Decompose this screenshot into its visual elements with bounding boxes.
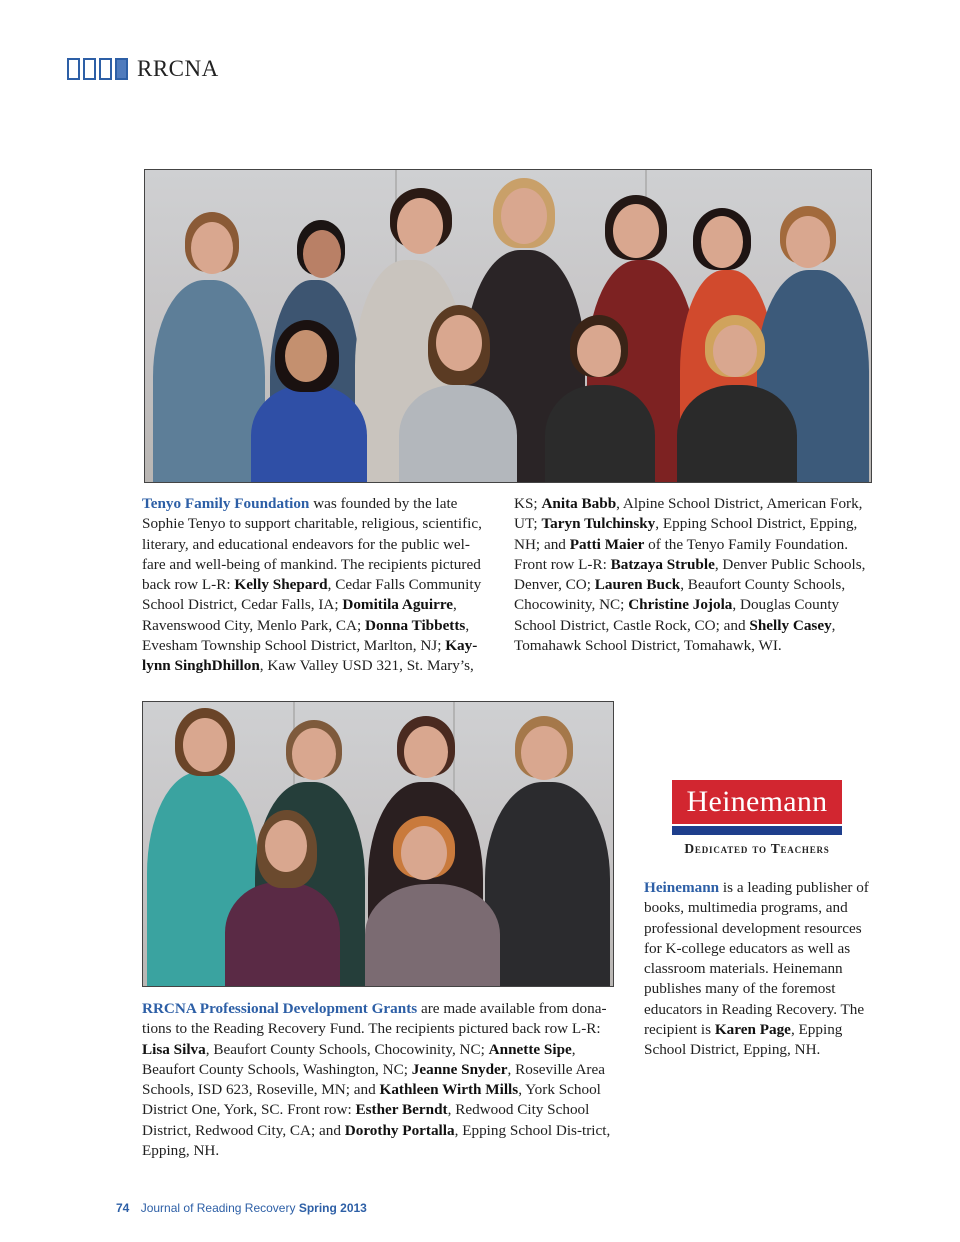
caption-text: , Evesham Township School District, Marlton, NJ; xyxy=(142,616,470,655)
tenyo-caption-left xyxy=(142,494,490,677)
tenyo-caption-right xyxy=(514,494,874,656)
header-box-filled-icon xyxy=(115,58,128,80)
header-box-icon xyxy=(99,58,112,80)
caption-text: , Beaufort County Schools, Chocowinity, NC; xyxy=(514,576,846,614)
page-number: 74 xyxy=(116,1201,130,1215)
recipient-name: Christine Jojola xyxy=(628,596,733,614)
caption-text: , Ravenswood City, Menlo Park, CA; xyxy=(142,596,457,634)
recipient-name: Karen Page xyxy=(714,1021,791,1039)
caption-text: , Beaufort County Schools, Chocowinity, NC; xyxy=(205,1040,489,1058)
caption-text: are made available from dona-tions to the Reading Recovery Fund. The recipients pictured back row L-R: xyxy=(142,1000,607,1038)
heinemann-logo-name: Heinemann xyxy=(672,780,842,824)
rrcna-grants-caption xyxy=(142,999,614,1161)
caption-text: , Cedar Falls Community School District, Cedar Falls, IA; xyxy=(142,576,482,614)
caption-text: , Douglas County School District, Castle Rock, CO; and xyxy=(514,596,840,634)
caption-text: , Tomahawk School District, Tomahawk, WI. xyxy=(514,616,836,655)
heinemann-caption xyxy=(644,878,876,1061)
caption-lead: RRCNA Professional Development Grants xyxy=(142,1000,418,1017)
journal-name: Journal of Reading Recovery xyxy=(140,1201,296,1215)
recipient-name: Taryn Tulchinsky xyxy=(541,515,656,533)
caption-text: , Denver Public Schools, Denver, CO; xyxy=(514,555,866,594)
caption-text: , Redwood City School District, Redwood City, CA; and xyxy=(142,1101,590,1139)
recipient-name: Esther Berndt xyxy=(355,1101,448,1119)
caption-text: KS; xyxy=(514,495,542,512)
recipient-name: Kathleen Wirth Mills xyxy=(379,1081,519,1099)
recipient-name: Batzaya Struble xyxy=(610,555,715,573)
page-header xyxy=(67,56,219,82)
recipient-name: Kelly Shepard xyxy=(234,576,328,594)
group-photo-tenyo xyxy=(144,169,872,483)
caption-text: , Epping School Dis-trict, Epping, NH. xyxy=(142,1121,611,1160)
caption-text: , Epping School District, Epping, NH; and xyxy=(514,515,858,553)
header-title: RRCNA xyxy=(137,56,219,81)
recipient-name: Domitila Aguirre xyxy=(342,596,454,614)
heinemann-logo-tagline: Dedicated to Teachers xyxy=(684,841,830,856)
caption-text: was founded by the late Sophie Tenyo to support charitable, religious, scientific, literary, and educational endeavors for the public wel-fare and well-being of mankind. The recipients pictured back row L-R: xyxy=(142,495,482,594)
recipient-name: Kay-lynn SinghDhillon xyxy=(142,637,478,675)
recipient-name: Annette Sipe xyxy=(488,1040,572,1058)
caption-text: , Epping School District, Epping, NH. xyxy=(644,1021,843,1059)
recipient-name: Anita Babb xyxy=(541,495,617,512)
journal-issue: Spring 2013 xyxy=(298,1201,367,1215)
caption-lead: Heinemann xyxy=(644,879,720,896)
recipient-name: Dorothy Portalla xyxy=(344,1121,455,1139)
recipient-name: Shelly Casey xyxy=(749,616,832,634)
recipient-name: Patti Maier xyxy=(569,535,645,553)
recipient-name: Donna Tibbetts xyxy=(365,616,466,634)
caption-lead: Tenyo Family Foundation xyxy=(142,495,310,512)
heinemann-logo xyxy=(672,780,842,857)
header-box-icon xyxy=(83,58,96,80)
caption-text: is a leading publisher of books, multimedia programs, and professional development resources for K-college educators as well as classroom materials. Heinemann publishes many of the foremost educators in Reading Recovery. The recipient is xyxy=(644,879,869,1039)
group-photo-rrcna-grants xyxy=(142,701,614,987)
recipient-name: Jeanne Snyder xyxy=(411,1060,508,1078)
caption-text: , Beaufort County Schools, Washington, NC; xyxy=(142,1040,576,1078)
recipient-name: Lisa Silva xyxy=(142,1040,206,1058)
caption-text: , Alpine School District, American Fork, UT; xyxy=(514,495,863,533)
caption-text: of the Tenyo Family Foundation. Front row L-R: xyxy=(514,535,849,573)
caption-text: , Roseville Area Schools, ISD 623, Roseville, MN; and xyxy=(142,1060,605,1099)
caption-text: , York School District One, York, SC. Front row: xyxy=(142,1081,601,1119)
recipient-name: Lauren Buck xyxy=(594,576,681,594)
header-box-icon xyxy=(67,58,80,80)
caption-text: , Kaw Valley USD 321, St. Mary’s, xyxy=(259,657,474,675)
page-footer xyxy=(116,1201,367,1215)
